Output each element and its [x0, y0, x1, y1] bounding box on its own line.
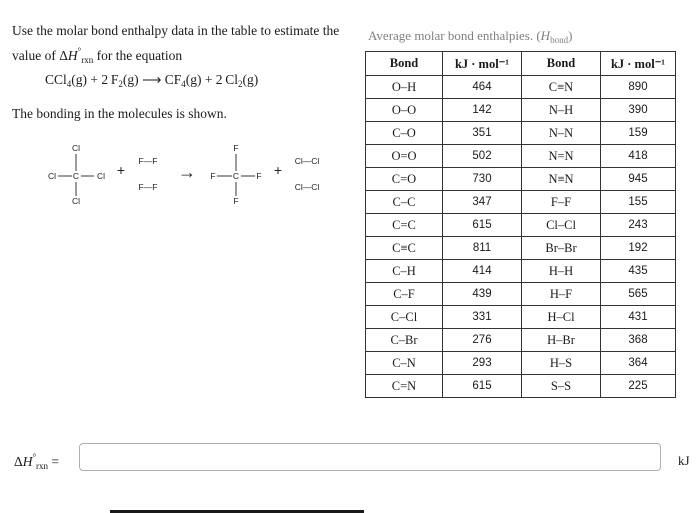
table-row — [366, 260, 676, 283]
enthalpy-cell: 565 — [601, 283, 676, 306]
enthalpy-cell: 276 — [443, 329, 522, 352]
cf4-bottom-f: F — [233, 196, 239, 206]
cf4-right-f: F — [256, 171, 262, 181]
bond-cell: F–F — [522, 191, 601, 214]
f2-molecule-top: F—F — [138, 156, 158, 166]
table-row — [366, 352, 676, 375]
enthalpy-cell: 431 — [601, 306, 676, 329]
table-caption: Average molar bond enthalpies. $(H_{bond})$ — [368, 28, 573, 45]
table-header-row — [366, 52, 676, 76]
enthalpy-cell: 159 — [601, 122, 676, 145]
enthalpy-cell: 615 — [443, 214, 522, 237]
ccl4-top-cl: Cl — [71, 143, 81, 153]
bond-cell: H–Cl — [522, 306, 601, 329]
bond-cell: Cl–Cl — [522, 214, 601, 237]
enthalpy-cell: 243 — [601, 214, 676, 237]
enthalpy-cell: 464 — [443, 76, 522, 99]
bond-cell: C=C — [366, 214, 443, 237]
cl2-molecule-bottom: Cl—Cl — [294, 182, 320, 192]
table-row — [366, 329, 676, 352]
enthalpy-cell: 418 — [601, 145, 676, 168]
enthalpy-cell: 364 — [601, 352, 676, 375]
enthalpy-cell: 368 — [601, 329, 676, 352]
table-row — [366, 283, 676, 306]
header-energy-2: kJ · mol⁻¹ — [601, 52, 676, 76]
table-row — [366, 145, 676, 168]
enthalpy-cell: 890 — [601, 76, 676, 99]
enthalpy-cell: 811 — [443, 237, 522, 260]
bond-cell: H–Br — [522, 329, 601, 352]
enthalpy-cell: 192 — [601, 237, 676, 260]
plus-sign-1: + — [116, 162, 126, 178]
bond-cell: O=O — [366, 145, 443, 168]
enthalpy-cell: 347 — [443, 191, 522, 214]
enthalpy-cell: 615 — [443, 375, 522, 398]
bond-cell: C–F — [366, 283, 443, 306]
table-row — [366, 76, 676, 99]
table-row — [366, 168, 676, 191]
enthalpy-cell: 502 — [443, 145, 522, 168]
bond-cell: N–H — [522, 99, 601, 122]
enthalpy-cell: 293 — [443, 352, 522, 375]
bond-cell: S–S — [522, 375, 601, 398]
enthalpy-cell: 439 — [443, 283, 522, 306]
header-energy-1: kJ · mol⁻¹ — [443, 52, 522, 76]
enthalpy-cell: 730 — [443, 168, 522, 191]
question-line-2: value of $\Delta H^\circ_{rxn}$ for the equation — [12, 46, 183, 65]
bond-cell: N–N — [522, 122, 601, 145]
table-row — [366, 306, 676, 329]
enthalpy-cell: 435 — [601, 260, 676, 283]
answer-label: $\Delta H^\circ_{rxn}$ = — [14, 452, 60, 471]
enthalpy-cell: 390 — [601, 99, 676, 122]
lewis-structures-diagram — [40, 142, 340, 212]
bond-cell: H–H — [522, 260, 601, 283]
question-text — [12, 20, 352, 71]
table-row — [366, 122, 676, 145]
bond-cell: C–Cl — [366, 306, 443, 329]
bond-cell: H–F — [522, 283, 601, 306]
enthalpy-cell: 225 — [601, 375, 676, 398]
enthalpy-cell: 142 — [443, 99, 522, 122]
enthalpy-cell: 331 — [443, 306, 522, 329]
bond-cell: O–O — [366, 99, 443, 122]
ccl4-left-cl: Cl — [47, 171, 57, 181]
enthalpy-cell: 945 — [601, 168, 676, 191]
bond-cell: Br–Br — [522, 237, 601, 260]
bond-cell: N=N — [522, 145, 601, 168]
bond-cell: C≡N — [522, 76, 601, 99]
enthalpy-cell: 155 — [601, 191, 676, 214]
bond-cell: C–Br — [366, 329, 443, 352]
bond-cell: C=O — [366, 168, 443, 191]
reaction-arrow: → — [178, 162, 196, 182]
enthalpy-cell: 414 — [443, 260, 522, 283]
bond-cell: N≡N — [522, 168, 601, 191]
bonding-text: The bonding in the molecules is shown. — [12, 106, 227, 121]
ccl4-center-c: C — [72, 171, 80, 181]
chemical-equation: CCl$_4$(g) + 2 $F_2(g)$ ⟶ $CF_4(g) + 2$ $Cl_2(g)$ — [45, 72, 259, 89]
bond-cell: C–H — [366, 260, 443, 283]
bond-cell: C≡C — [366, 237, 443, 260]
header-bond-2: Bond — [522, 52, 601, 76]
table-row — [366, 237, 676, 260]
table-row — [366, 191, 676, 214]
bond-cell: C–O — [366, 122, 443, 145]
bond-cell: H–S — [522, 352, 601, 375]
f2-molecule-bottom: F—F — [138, 182, 158, 192]
ccl4-bottom-cl: Cl — [71, 196, 81, 206]
answer-input[interactable] — [79, 443, 661, 471]
bond-cell: C–N — [366, 352, 443, 375]
table-row — [366, 214, 676, 237]
question-line-1: Use the molar bond enthalpy data in the table to estimate the — [12, 23, 340, 38]
bond-cell: C–C — [366, 191, 443, 214]
table-row — [366, 99, 676, 122]
cf4-left-f: F — [210, 171, 216, 181]
table-row — [366, 375, 676, 398]
bond-cell: C=N — [366, 375, 443, 398]
ccl4-right-cl: Cl — [96, 171, 106, 181]
unit-label: kJ — [678, 453, 690, 468]
bond-cell: O–H — [366, 76, 443, 99]
cl2-molecule-top: Cl—Cl — [294, 156, 320, 166]
cf4-top-f: F — [233, 143, 239, 153]
enthalpy-cell: 351 — [443, 122, 522, 145]
header-bond-1: Bond — [366, 52, 443, 76]
table-body — [366, 76, 676, 398]
cf4-center-c: C — [232, 171, 240, 181]
plus-sign-2: + — [273, 162, 283, 178]
bond-enthalpy-table — [365, 51, 676, 398]
